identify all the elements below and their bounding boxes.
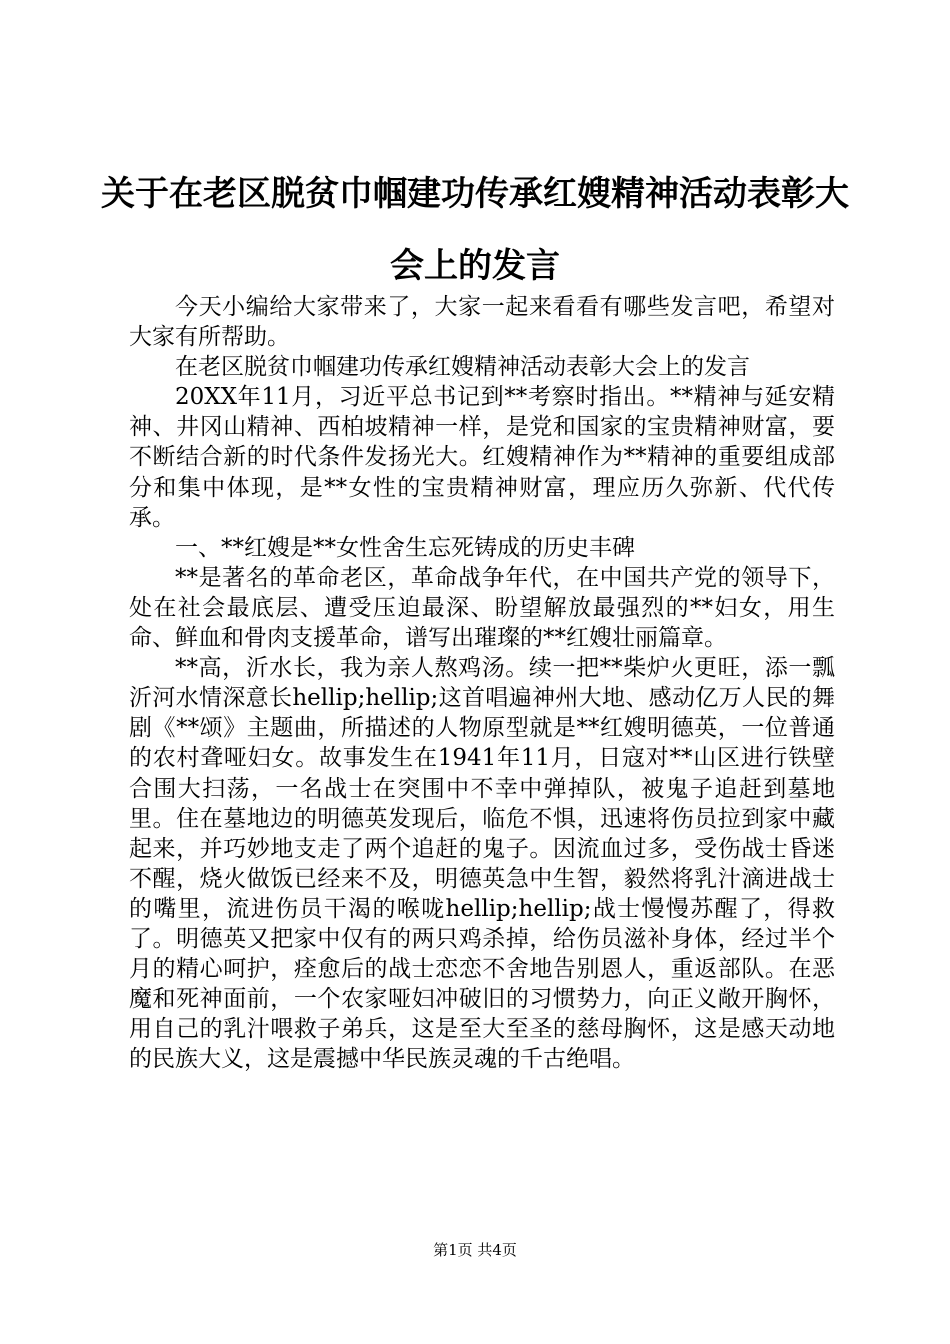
body-paragraph: **是著名的革命老区，革命战争年代，在中国共产党的领导下，处在社会最底层、遭受压迫最深、盼望解放最强烈的**妇女，用生命、鲜血和骨肉支援革命，谱写出璀璨的**红嫂壮丽篇章。	[129, 564, 835, 652]
document-body	[129, 292, 835, 1074]
body-paragraph: **高，沂水长，我为亲人熬鸡汤。续一把**柴炉火更旺，添一瓢沂河水情深意长hellip;hellip;这首唱遍神州大地、感动亿万人民的舞剧《**颂》主题曲，所描述的人物原型就是**红嫂明德英，一位普通的农村聋哑妇女。故事发生在1941年11月，日寇对**山区进行铁壁合围大扫荡，一名战士在突围中不幸中弹掉队，被鬼子追赶到墓地里。住在墓地边的明德英发现后，临危不惧，迅速将伤员拉到家中藏起来，并巧妙地支走了两个追赶的鬼子。因流血过多，受伤战士昏迷不醒，烧火做饭已经来不及，明德英急中生智，毅然将乳汁滴进战士的嘴里，流进伤员干渴的喉咙hellip;hellip;战士慢慢苏醒了，得救了。明德英又把家中仅有的两只鸡杀掉，给伤员滋补身体，经过半个月的精心呵护，痊愈后的战士恋恋不舍地告别恩人，重返部队。在恶魔和死神面前，一个农家哑妇冲破旧的习惯势力，向正义敞开胸怀，用自己的乳汁喂救子弟兵，这是至大至圣的慈母胸怀，这是感天动地的民族大义，这是震撼中华民族灵魂的千古绝唱。	[129, 655, 835, 1073]
page-number-footer: 第1页 共4页	[433, 1241, 517, 1259]
section-heading: 一、**红嫂是**女性舍生忘死铸成的历史丰碑	[175, 534, 635, 561]
intro-paragraph: 今天小编给大家带来了，大家一起来看看有哪些发言吧，希望对大家有所帮助。	[129, 294, 835, 351]
body-paragraph: 20XX年11月，习近平总书记到**考察时指出。**精神与延安精神、井冈山精神、西柏坡精神一样，是党和国家的宝贵精神财富，要不断结合新的时代条件发扬光大。红嫂精神作为**精神的重要组成部分和集中体现，是**女性的宝贵精神财富，理应历久弥新、代代传承。	[129, 384, 835, 531]
subtitle-paragraph: 在老区脱贫巾帼建功传承红嫂精神活动表彰大会上的发言	[175, 354, 750, 381]
document-title: 关于在老区脱贫巾帼建功传承红嫂精神活动表彰大会上的发言	[101, 174, 849, 286]
